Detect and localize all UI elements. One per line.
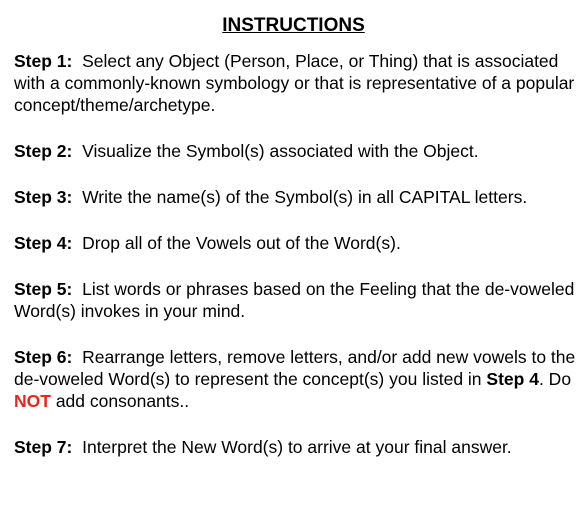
step-reference: Step 4 xyxy=(486,369,539,389)
warning-emphasis: NOT xyxy=(14,391,51,411)
step-5 xyxy=(14,278,580,322)
step-3 xyxy=(14,186,580,208)
instruction-list xyxy=(14,50,580,458)
step-label: Step 4: xyxy=(14,233,73,253)
step-label: Step 3: xyxy=(14,187,73,207)
step-label: Step 7: xyxy=(14,437,73,457)
step-text: Visualize the Symbol(s) associated with the Object. xyxy=(82,141,479,161)
step-text: List words or phrases based on the Feeling that the de-voweled Word(s) invokes in your mind. xyxy=(14,279,575,321)
page-title: INSTRUCTIONS xyxy=(222,15,365,36)
step-text: . Do xyxy=(538,369,572,389)
step-7 xyxy=(14,436,580,458)
step-text: Drop all of the Vowels out of the Word(s). xyxy=(82,233,401,253)
step-6 xyxy=(14,346,580,412)
step-1 xyxy=(14,50,580,116)
step-text: Interpret the New Word(s) to arrive at your final answer. xyxy=(82,437,512,457)
step-label: Step 1: xyxy=(14,51,73,71)
step-4 xyxy=(14,232,580,254)
step-text: add consonants.. xyxy=(55,391,190,411)
step-text: Select any Object (Person, Place, or Thing) that is associated with a commonly-known symbology or that is representative of a popular concept/theme/archetype. xyxy=(14,51,575,115)
step-2 xyxy=(14,140,580,162)
step-label: Step 2: xyxy=(14,141,73,161)
step-label: Step 5: xyxy=(14,279,73,299)
step-text: Rearrange letters, remove letters, and/or add new vowels to the de-voweled Word(s) to represent the concept(s) you listed in xyxy=(14,347,576,389)
step-text: Write the name(s) of the Symbol(s) in all CAPITAL letters. xyxy=(82,187,528,207)
step-label: Step 6: xyxy=(14,347,73,367)
